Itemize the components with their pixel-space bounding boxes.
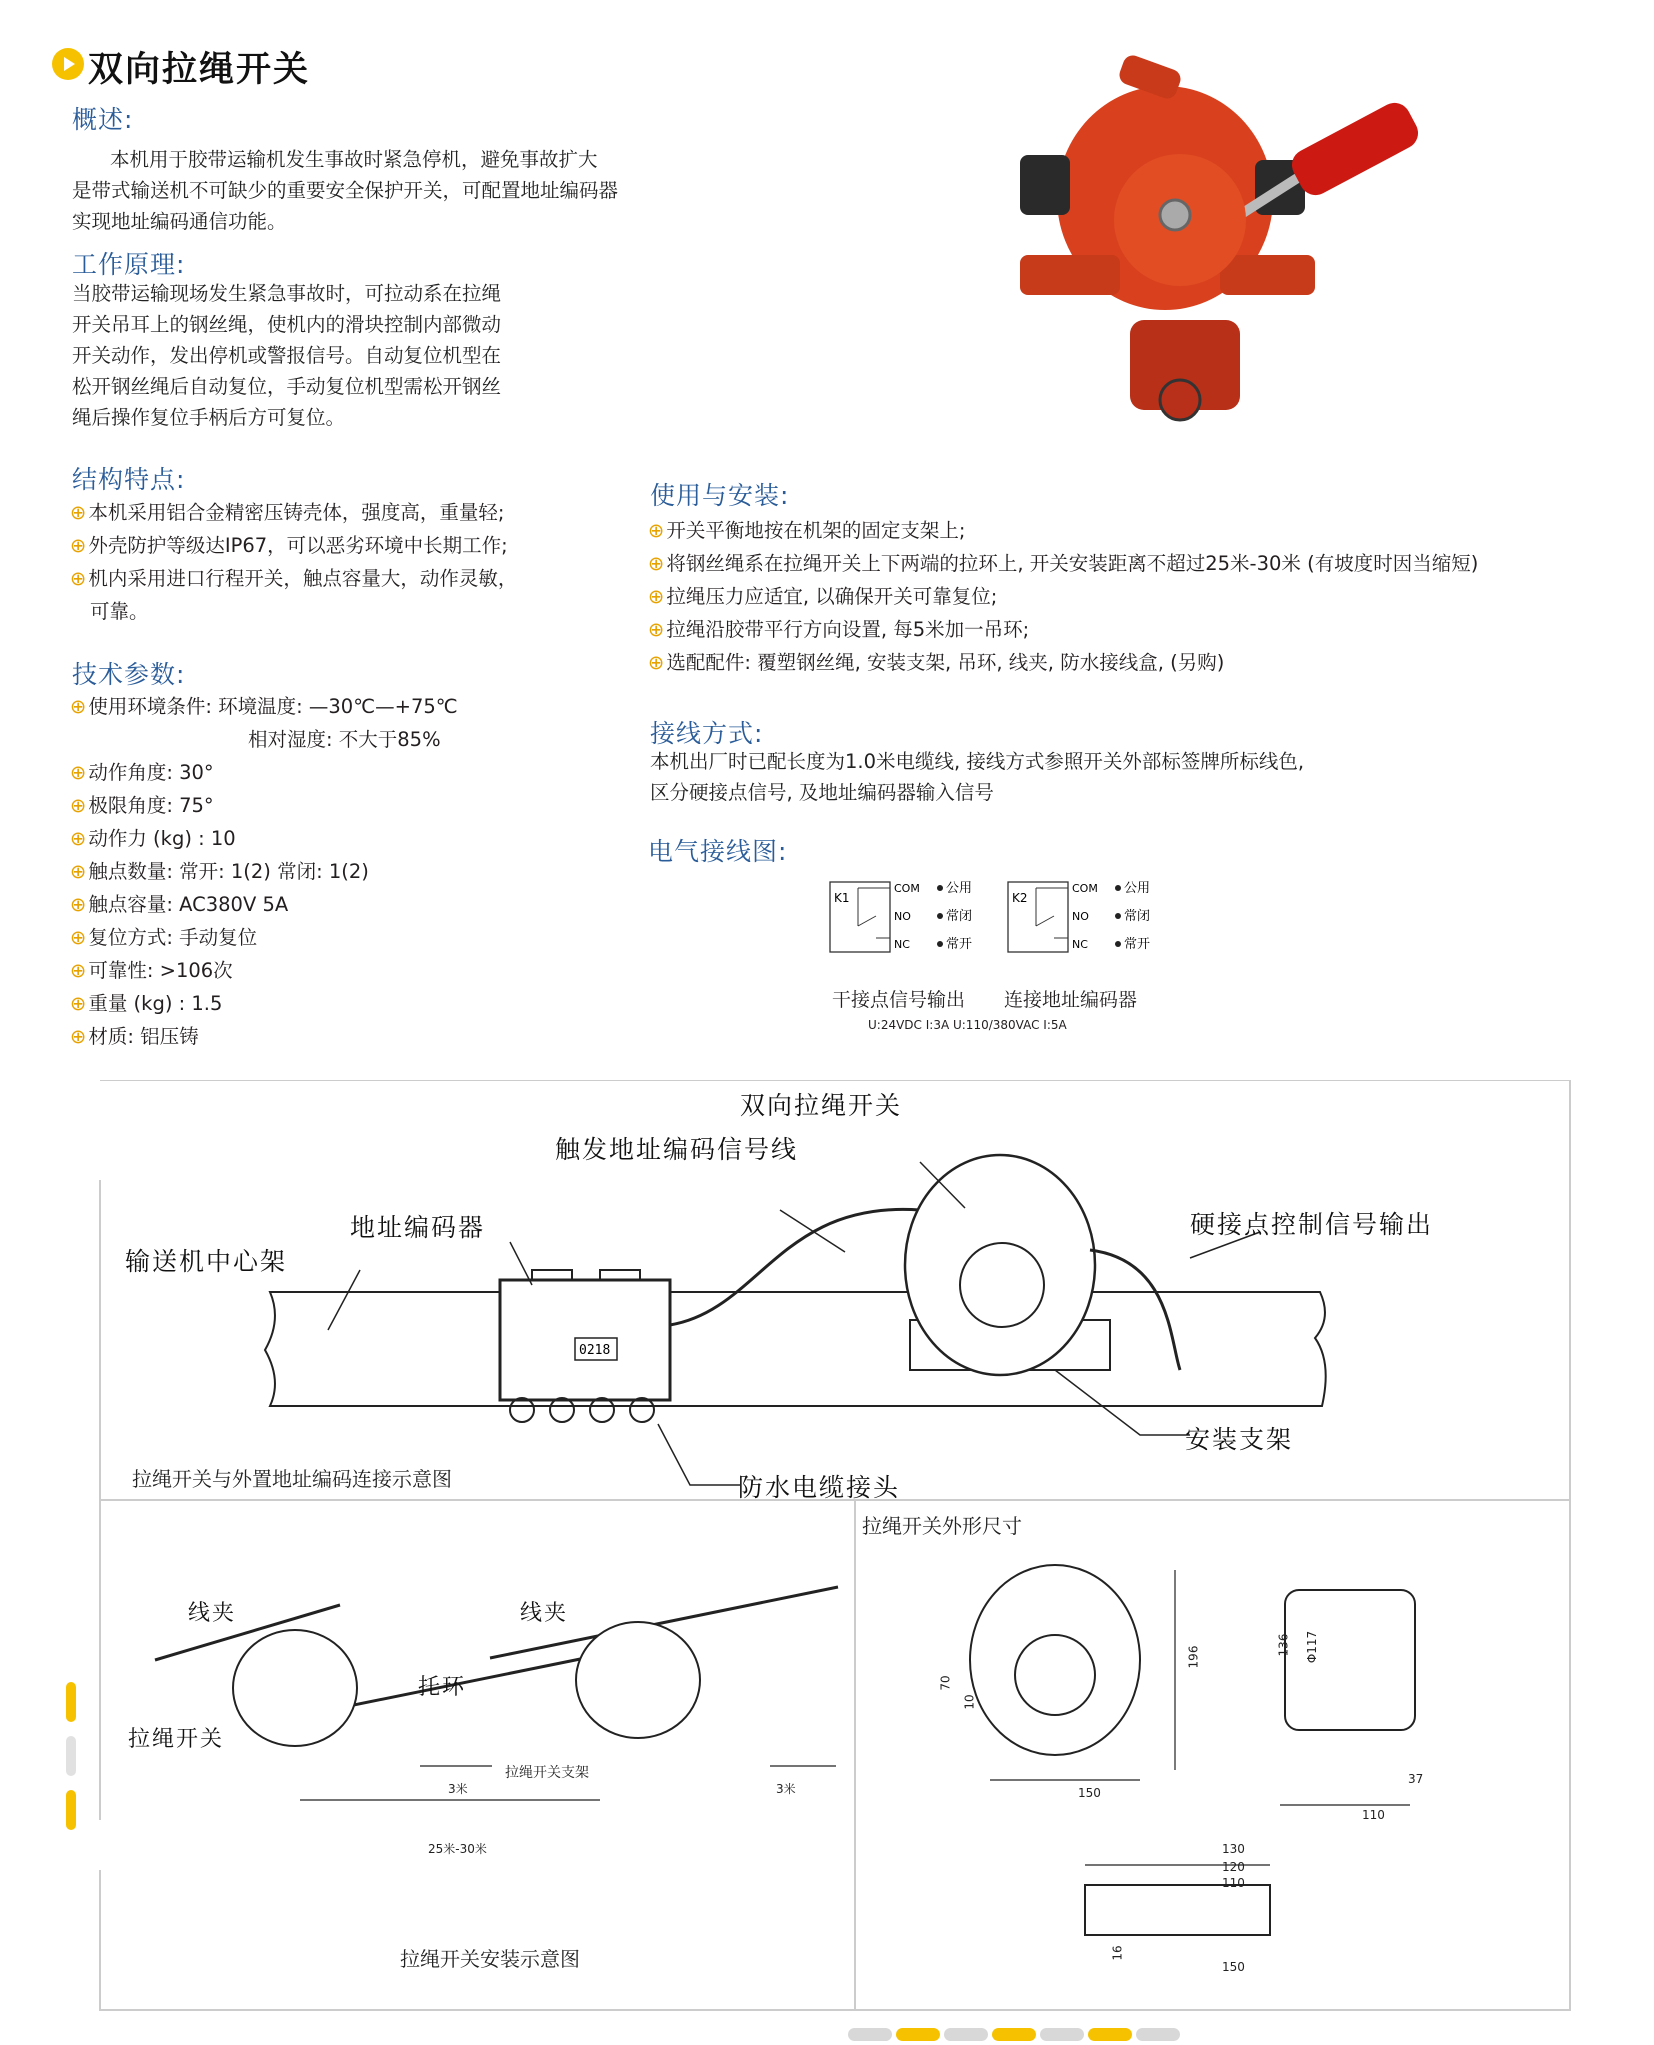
bullet-icon: ⊕: [648, 552, 665, 575]
label-3m-2: 3米: [776, 1782, 796, 1796]
params-heading: 技术参数:: [72, 660, 186, 689]
principle-line: 开关吊耳上的钢丝绳，使机内的滑块控制内部微动: [72, 313, 502, 336]
k1-changbi: 常闭: [946, 909, 973, 924]
wiring-text: [650, 746, 1550, 808]
overview-line: 实现地址编码通信功能。: [72, 210, 287, 233]
overview-line: 本机用于胶带运输机发生事故时紧急停机，避免事故扩大: [110, 148, 598, 171]
list-item: ⊕ 复位方式: 手动复位: [70, 926, 258, 949]
list-item-cont: 可靠。: [90, 600, 149, 623]
overview-line: 是带式输送机不可缺少的重要安全保护开关，可配置地址编码器: [72, 179, 619, 202]
structure-heading: 结构特点:: [72, 465, 186, 494]
list-item-cont: 相对湿度: 不大于85%: [248, 728, 441, 751]
photo-foot-left: [1020, 255, 1120, 295]
gland: [550, 1398, 574, 1422]
conn-caption: 拉绳开关与外置地址编码连接示意图: [132, 1467, 452, 1491]
label-hard: 硬接点控制信号输出: [1190, 1210, 1434, 1239]
page-title: 双向拉绳开关: [88, 50, 311, 90]
usage-heading: 使用与安装:: [650, 481, 790, 510]
install-illustration: [155, 1587, 838, 1800]
label-25-30: 25米-30米: [428, 1842, 487, 1856]
wiring-k1: [830, 881, 972, 952]
wiring-heading: 接线方式:: [650, 719, 764, 748]
bullet-icon: ⊕: [70, 794, 87, 817]
dim-16: 16: [1110, 1945, 1125, 1961]
dim-110a: 110: [1362, 1808, 1385, 1822]
label-install-switch: 拉绳开关: [128, 1727, 225, 1752]
gland: [630, 1398, 654, 1422]
diagram-rating: U:24VDC I:3A U:110/380VAC I:5A: [868, 1018, 1067, 1032]
label-encoder: 地址编码器: [350, 1213, 486, 1242]
k2-changbi: 常闭: [1124, 909, 1151, 924]
photo-bolt: [1160, 200, 1190, 230]
list-item: ⊕ 触点数量: 常开: 1(2) 常闭: 1(2): [70, 860, 369, 883]
k1-label: K1: [834, 891, 850, 905]
side-tab-active: [66, 1682, 76, 1722]
list-item: ⊕ 开关平衡地按在机架的固定支架上;: [648, 519, 966, 542]
bullet-icon: ⊕: [70, 534, 87, 557]
list-item: ⊕ 重量 (kg) : 1.5: [70, 992, 223, 1015]
dim-10: 10: [962, 1694, 977, 1710]
install-switch-1: [233, 1630, 357, 1746]
wiring-line: 本机出厂时已配长度为1.0米电缆线, 接线方式参照开关外部标签牌所标线色,: [650, 750, 1305, 773]
bullet-icon: ⊕: [70, 501, 87, 524]
list-item: ⊕ 拉绳压力应适宜, 以确保开关可靠复位;: [648, 585, 998, 608]
page-dot-active: [896, 2028, 940, 2041]
list-item: ⊕ 材质: 铝压铸: [70, 1025, 199, 1048]
bullet-icon: ⊕: [70, 992, 87, 1015]
wiring-diagram: [828, 876, 1208, 956]
dims-caption: 拉绳开关外形尺寸: [862, 1514, 1022, 1538]
bullet-icon: ⊕: [648, 618, 665, 641]
k1-gong: 公用: [946, 881, 973, 896]
bullet-icon: ⊕: [70, 959, 87, 982]
k2-no: NO: [1072, 910, 1089, 923]
photo-gland-left: [1020, 155, 1070, 215]
k1-com: COM: [894, 882, 920, 895]
page-dot: [1136, 2028, 1180, 2041]
k2-label: K2: [1012, 891, 1028, 905]
label-switch: 双向拉绳开关: [740, 1091, 903, 1120]
page-dot: [944, 2028, 988, 2041]
dim-70: 70: [938, 1675, 953, 1691]
dim-150b: 150: [1222, 1960, 1245, 1974]
wiring-k2: [1008, 881, 1150, 952]
bullet-icon: ⊕: [70, 761, 87, 784]
list-item: ⊕ 使用环境条件: 环境温度: —30℃—+75℃: [70, 695, 458, 718]
page-dot-active: [1088, 2028, 1132, 2041]
list-item: ⊕ 外壳防护等级达IP67，可以恶劣环境中长期工作;: [70, 534, 508, 557]
dim-bracket-view: [1085, 1885, 1270, 1935]
principle-line: 开关动作，发出停机或警报信号。自动复位机型在: [72, 344, 502, 367]
diagram-caption-1: 干接点信号输出: [832, 989, 966, 1011]
list-item: ⊕ 本机采用铝合金精密压铸壳体，强度高，重量轻;: [70, 501, 505, 524]
wiring-line: 区分硬接点信号, 及地址编码器输入信号: [650, 781, 994, 804]
dim-120: 120: [1222, 1860, 1245, 1874]
list-item: ⊕ 动作角度: 30°: [70, 761, 214, 784]
label-gland: 防水电缆接头: [738, 1473, 901, 1502]
diagram-heading: 电气接线图:: [648, 837, 788, 866]
principle-line: 当胶带运输现场发生紧急事故时，可拉动系在拉绳: [72, 282, 502, 305]
k2-com: COM: [1072, 882, 1098, 895]
bullet-icon: ⊕: [648, 519, 665, 542]
label-bracket: 安装支架: [1185, 1425, 1294, 1454]
list-item: ⊕ 可靠性: >106次: [70, 959, 233, 982]
switch-housing: [905, 1155, 1095, 1375]
photo-handle-grip: [1286, 97, 1423, 200]
k1-no: NO: [894, 910, 911, 923]
dim-136: 136: [1276, 1633, 1291, 1657]
bullet-icon: ⊕: [70, 860, 87, 883]
principle-text: [72, 278, 592, 433]
leader-frame: [328, 1270, 360, 1330]
dim-130: 130: [1222, 1842, 1245, 1856]
label-ring: 托环: [418, 1675, 467, 1700]
bullet-icon: ⊕: [70, 695, 87, 718]
list-item: ⊕ 将钢丝绳系在拉绳开关上下两端的拉环上, 开关安装距离不超过25米-30米 (有坡度时因当缩短): [648, 552, 1479, 575]
dim-110b: 110: [1222, 1876, 1245, 1890]
label-3m-1: 3米: [448, 1782, 468, 1796]
dim-front-view: [970, 1565, 1140, 1755]
gland: [590, 1398, 614, 1422]
k2-gong: 公用: [1124, 881, 1151, 896]
overview-text: [72, 144, 712, 237]
dim-196: 196: [1186, 1645, 1201, 1669]
structure-list: [70, 496, 517, 628]
list-item: ⊕ 极限角度: 75°: [70, 794, 214, 817]
bullet-icon: ⊕: [648, 585, 665, 608]
bullet-icon: ⊕: [70, 827, 87, 850]
photo-ring: [1160, 380, 1200, 420]
side-tab-active: [66, 1790, 76, 1830]
label-clamp-1: 线夹: [188, 1601, 237, 1626]
encoder-box: [500, 1280, 670, 1400]
leader-gland: [658, 1424, 740, 1485]
install-caption: 拉绳开关安装示意图: [400, 1947, 580, 1971]
label-support: 拉绳开关支架: [505, 1765, 589, 1781]
list-item: ⊕ 动作力 (kg) : 10: [70, 827, 236, 850]
overview-heading: 概述:: [72, 105, 134, 134]
principle-heading: 工作原理:: [72, 250, 186, 279]
side-tab: [66, 1736, 76, 1776]
bullet-icon: ⊕: [70, 1025, 87, 1048]
list-item: ⊕ 触点容量: AC380V 5A: [70, 893, 289, 916]
conveyor-frame: [265, 1292, 1326, 1406]
encoder-code: 0218: [579, 1343, 611, 1358]
list-item: ⊕ 拉绳沿胶带平行方向设置, 每5米加一吊环;: [648, 618, 1030, 641]
page-dot: [848, 2028, 892, 2041]
params-list: [70, 690, 458, 1053]
k2-nc: NC: [1072, 938, 1088, 951]
bullet-icon: ⊕: [70, 893, 87, 916]
usage-list: [648, 514, 1478, 679]
install-switch-2: [576, 1622, 700, 1738]
label-clamp-2: 线夹: [520, 1601, 569, 1626]
principle-line: 松开钢丝绳后自动复位，手动复位机型需松开钢丝: [72, 375, 502, 398]
product-photo: [1000, 50, 1460, 510]
diagram-caption-2: 连接地址编码器: [1004, 989, 1138, 1011]
leader-bracket: [1055, 1370, 1190, 1435]
signal-cable: [670, 1209, 920, 1325]
dim-37: 37: [1408, 1772, 1424, 1786]
dim-150a: 150: [1078, 1786, 1101, 1800]
photo-foot-right: [1220, 255, 1315, 295]
dimension-drawings: [970, 1565, 1415, 1935]
principle-line: 绳后操作复位手柄后方可复位。: [72, 406, 346, 429]
list-item: ⊕ 机内采用进口行程开关，触点容量大，动作灵敏，: [70, 567, 518, 590]
list-item: ⊕ 选配配件: 覆塑钢丝绳, 安装支架, 吊环, 线夹, 防水接线盒, (另购): [648, 651, 1225, 674]
title-play-icon: [52, 48, 84, 80]
k2-changkai: 常开: [1124, 937, 1151, 952]
dim-117: Φ117: [1305, 1630, 1320, 1664]
gland: [510, 1398, 534, 1422]
k1-nc: NC: [894, 938, 910, 951]
page-dot: [1040, 2028, 1084, 2041]
conveyor-illustration: [265, 1155, 1326, 1485]
k1-changkai: 常开: [946, 937, 973, 952]
bullet-icon: ⊕: [70, 926, 87, 949]
page-dot-active: [992, 2028, 1036, 2041]
bullet-icon: ⊕: [70, 567, 87, 590]
bullet-icon: ⊕: [648, 651, 665, 674]
label-trigger: 触发地址编码信号线: [555, 1135, 799, 1164]
label-frame: 输送机中心架: [125, 1247, 288, 1276]
